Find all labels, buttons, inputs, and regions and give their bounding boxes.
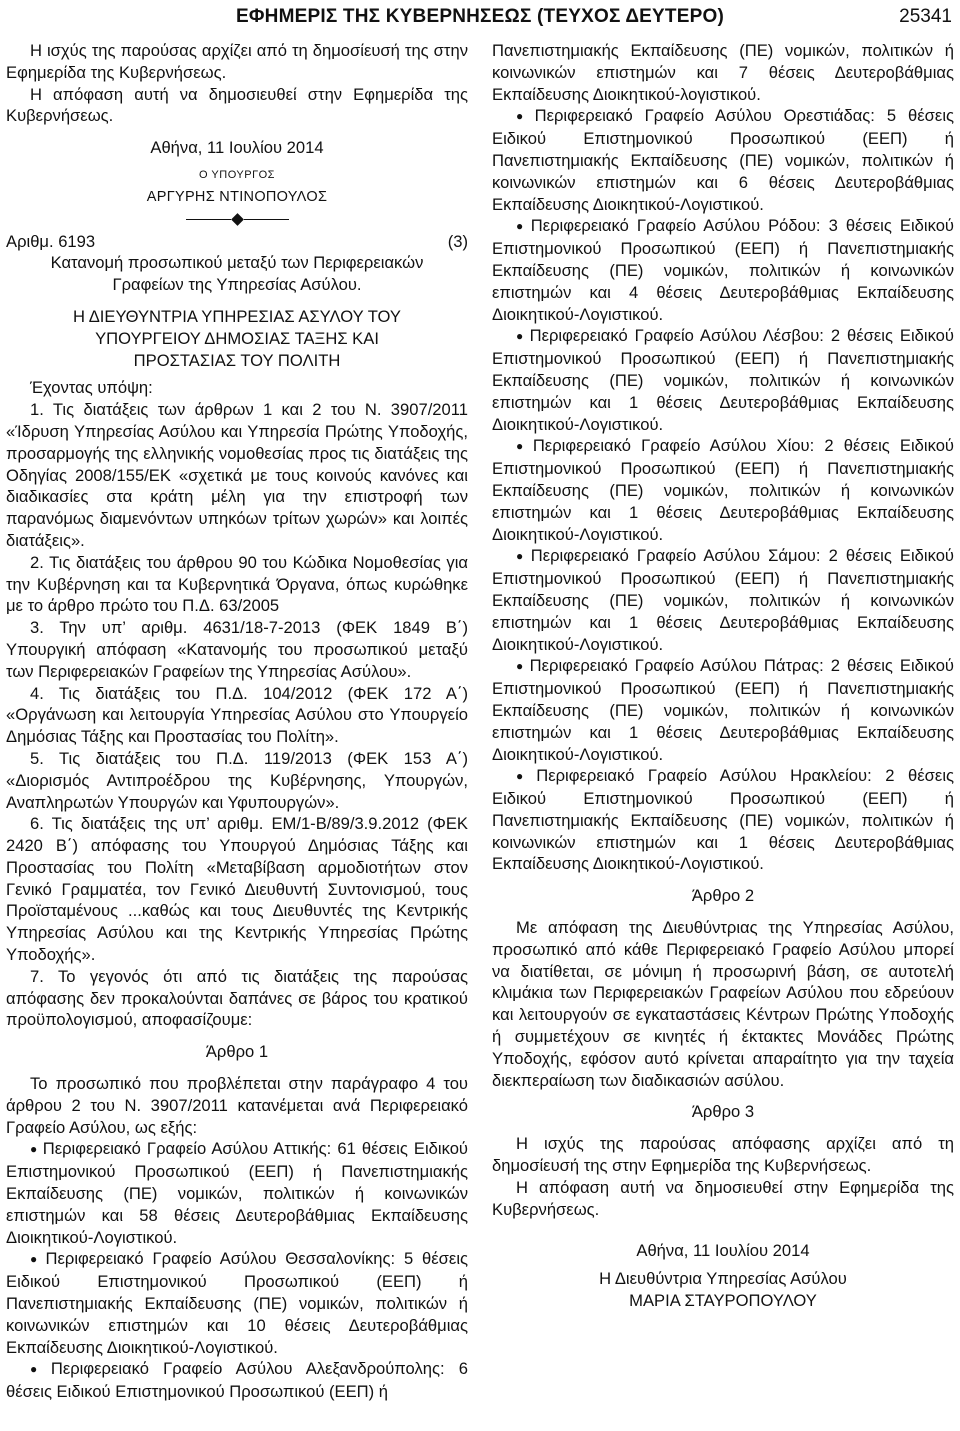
section-divider bbox=[6, 211, 468, 229]
recital-item: 1. Τις διατάξεις των άρθρων 1 και 2 του Ν. 3907/2011 «Ίδρυση Υπηρεσίας Ασύλου και Υπηρεσία Πρώτης Υποδοχής, προσαρμογής της ελληνικής νομοθεσίας προς τις διατάξεις της Οδηγίας 2008/155/ΕΚ «σχετικά με τους κοινούς κανόνες και διαδικασίες στα κράτη μέλη για την επιστροφή των παρανόμως διαμενόντων υπηκόων τρίτων χωρών» και λοιπές διατάξεις». bbox=[6, 400, 468, 550]
article-paragraph: Η απόφαση αυτή να δημοσιευθεί στην Εφημερίδα της Κυβερνήσεως. bbox=[492, 1177, 954, 1219]
issuer-heading: ΥΠΟΥΡΓΕΙΟΥ ΔΗΜΟΣΙΑΣ ΤΑΞΗΣ ΚΑΙ bbox=[95, 328, 379, 348]
article-paragraph: Η ισχύς της παρούσας απόφασης αρχίζει από τη δημοσίευσή της στην Εφημερίδα της Κυβερνήσεως. bbox=[492, 1134, 954, 1176]
recital-item: 5. Τις διατάξεις του Π.Δ. 119/2013 (ΦΕΚ 153 Α΄) «Διορισμός Αντιπροέδρου της Κυβέρνησης, Υπουργών, Αναπληρωτών Υπουργών και Υφυπουργών». bbox=[6, 748, 468, 812]
page-header bbox=[0, 0, 960, 34]
office-allocation: ● Περιφερειακό Γραφείο Ασύλου Θεσσαλονίκης: 5 θέσεις Ειδικού Επιστημονικού Προσωπικού (ΕΕΠ) ή Πανεπιστημιακής Εκπαίδευσης (ΠΕ) νομικών, πολιτικών ή κοινωνικών επιστημών και 10 θέσεις Δευτεροβάθμιας Εκπαίδευσης Διοικητικού-Λογιστικού. bbox=[6, 1248, 468, 1358]
intro-paragraph: Η απόφαση αυτή να δημοσιευθεί στην Εφημερίδα της Κυβερνήσεως. bbox=[6, 84, 468, 126]
signatory-title: Η Διευθύντρια Υπηρεσίας Ασύλου bbox=[599, 1269, 847, 1289]
signatory-name: ΜΑΡΙΑ ΣΤΑΥΡΟΠΟΥΛΟΥ bbox=[629, 1291, 817, 1311]
right-column bbox=[492, 40, 954, 1312]
article-title: Άρθρο 2 bbox=[691, 886, 755, 906]
article-paragraph: Με απόφαση της Διευθύντριας της Υπηρεσίας Ασύλου, προσωπικό από κάθε Περιφερειακό Γραφείο Ασύλου μπορεί να διατίθεται, σε μόνιμη ή προσωρινή βάση, σε αυτοτελή κλιμάκια των Περιφερειακών Γραφείων Ασύλου που εδρεύουν και λειτουργούν σε εγκαταστάσεις Κέντρων Πρώτης Υποδοχής ή συμμετέχουν σε κινητές ή έκτακτες Μονάδες Πρώτης Υποδοχής, εφόσον αυτό κρίνεται απαραίτητο για την ταχεία διεκπεραίωση των διαδικασιών ασύλου. bbox=[492, 918, 954, 1090]
office-allocation: ● Περιφερειακό Γραφείο Ασύλου Αττικής: 61 θέσεις Ειδικού Επιστημονικού Προσωπικού (ΕΕΠ) ή Πανεπιστημιακής Εκπαίδευσης (ΠΕ) νομικών, πολιτικών ή κοινωνικών επιστημών και 58 θέσεις Δευτεροβάθμιας Εκπαίδευσης Διοικητικού-Λογιστικού. bbox=[6, 1138, 468, 1248]
having-regard: Έχοντας υπόψη: bbox=[30, 378, 153, 398]
left-column bbox=[6, 40, 468, 1403]
decision-number-row bbox=[6, 231, 468, 253]
recital-item: 4. Τις διατάξεις του Π.Δ. 104/2012 (ΦΕΚ 172 Α΄) «Οργάνωση και λειτουργία Υπηρεσίας Ασύλου στο Υπουργείο Δημόσιας Τάξης και Προστασίας του Πολίτη». bbox=[6, 683, 468, 747]
office-allocation: ● Περιφερειακό Γραφείο Ασύλου Πάτρας: 2 θέσεις Ειδικού Επιστημονικού Προσωπικού (ΕΕΠ) ή Πανεπιστημιακής Εκπαίδευσης (ΠΕ) νομικών, πολιτικών ή κοινωνικών επιστημών και 1 θέσεις Δευτεροβάθμιας Εκπαίδευσης Διοικητικού-Λογιστικού. bbox=[492, 655, 954, 765]
issuer-heading: Η ΔΙΕΥΘΥΝΤΡΙΑ ΥΠΗΡΕΣΙΑΣ ΑΣΥΛΟΥ ΤΟΥ bbox=[73, 306, 401, 326]
intro-paragraph: Η ισχύς της παρούσας αρχίζει από τη δημοσίευσή της στην Εφημερίδα της Κυβερνήσεως. bbox=[6, 41, 468, 82]
recital-item: 3. Την υπ’ αριθμ. 4631/18-7-2013 (ΦΕΚ 1849 Β΄) Υπουργική απόφαση «Κατανομής του προσωπικού μεταξύ των Περιφερειακών Γραφείων της Υπηρεσίας Ασύλου». bbox=[6, 618, 468, 681]
office-allocation: ● Περιφερειακό Γραφείο Ασύλου Σάμου: 2 θέσεις Ειδικού Επιστημονικού Προσωπικού (ΕΕΠ) ή Πανεπιστημιακής Εκπαίδευσης (ΠΕ) νομικών, πολιτικών ή κοινωνικών επιστημών και 1 θέσεις Δευτεροβάθμιας Εκπαίδευσης Διοικητικού-Λογιστικού. bbox=[492, 545, 954, 655]
page-number: 25341 bbox=[899, 6, 952, 27]
place-date: Αθήνα, 11 Ιουλίου 2014 bbox=[150, 138, 324, 158]
recital-item: 2. Τις διατάξεις του άρθρου 90 του Κώδικα Νομοθεσίας για την Κυβέρνηση και τα Κυβερνητικά Όργανα, όπως κυρώθηκε με το άρθρο πρώτο του Π.Δ. 63/2005 bbox=[6, 552, 468, 616]
office-allocation: ● Περιφερειακό Γραφείο Ασύλου Λέσβου: 2 θέσεις Ειδικού Επιστημονικού Προσωπικού (ΕΕΠ) ή Πανεπιστημιακής Εκπαίδευσης (ΠΕ) νομικών, πολιτικών ή κοινωνικών επιστημών και 1 θέσεις Δευτεροβάθμιας Εκπαίδευσης Διοικητικού-Λογιστικού. bbox=[492, 325, 954, 435]
office-allocation-continued: Πανεπιστημιακής Εκπαίδευσης (ΠΕ) νομικών, πολιτικών ή κοινωνικών επιστημών και 7 θέσεις Δευτεροβάθμιας Εκπαίδευσης Διοικητικού-λογιστικού. bbox=[492, 41, 954, 104]
issuer-heading: ΠΡΟΣΤΑΣΙΑΣ ΤΟΥ ΠΟΛΙΤΗ bbox=[133, 350, 341, 370]
diamond-icon bbox=[231, 213, 244, 226]
article-title: Άρθρο 3 bbox=[691, 1102, 755, 1122]
recital-item: 7. Το γεγονός ότι από τις διατάξεις της παρούσας απόφασης δεν προκαλούνται δαπάνες σε βάρος του κρατικού προϋπολογισμού, αποφασίζουμε: bbox=[6, 966, 468, 1030]
article-title: Άρθρο 1 bbox=[205, 1042, 269, 1062]
minister-name: ΑΡΓΥΡΗΣ ΝΤΙΝΟΠΟΥΛΟΣ bbox=[146, 188, 328, 205]
office-allocation: ● Περιφερειακό Γραφείο Ασύλου Ορεστιάδας: 5 θέσεις Ειδικού Επιστημονικού Προσωπικού (ΕΕΠ) ή Πανεπιστημιακής Εκπαίδευσης (ΠΕ) νομικών, πολιτικών ή κοινωνικών επιστημών και 6 θέσεις Δευτεροβάθμιας Εκπαίδευσης Διοικητικού-Λογιστικού. bbox=[492, 105, 954, 215]
recital-item: 6. Τις διατάξεις της υπ’ αριθμ. ΕΜ/1-Β/89/3.9.2012 (ΦΕΚ 2420 Β΄) απόφασης του Υπουργού Δημόσιας Τάξης και Προστασίας του Πολίτη «Μεταβίβαση αρμοδιοτήτων στον Γενικό Γραμματέα, τον Γενικό Διευθυντή Συντονισμού, τους Προϊσταμένους ...καθώς και τους Διευθυντές της Κεντρικής Υπηρεσίας Ασύλου και της Κεντρικής Υπηρεσίας Πρώτης Υποδοχής». bbox=[6, 814, 468, 965]
office-allocation: ● Περιφερειακό Γραφείο Ασύλου Ρόδου: 3 θέσεις Ειδικού Επιστημονικού Προσωπικού (ΕΕΠ) ή Πανεπιστημιακής Εκπαίδευσης (ΠΕ) νομικών, πολιτικών ή κοινωνικών επιστημών και 4 θέσεις Δευτεροβάθμιας Εκπαίδευσης Διοικητικού-Λογιστικού. bbox=[492, 215, 954, 325]
decision-number: Αριθμ. 6193 bbox=[6, 231, 96, 251]
decision-subject: Κατανομή προσωπικού μεταξύ των Περιφερειακών Γραφείων της Υπηρεσίας Ασύλου. bbox=[50, 253, 424, 295]
decision-mark: (3) bbox=[447, 231, 468, 251]
article-paragraph: Το προσωπικό που προβλέπεται στην παράγραφο 4 του άρθρου 2 του Ν. 3907/2011 κατανέμεται ανά Περιφερειακό Γραφείο Ασύλου, ως εξής: bbox=[6, 1074, 468, 1137]
place-date: Αθήνα, 11 Ιουλίου 2014 bbox=[636, 1241, 810, 1261]
gazette-title: ΕΦΗΜΕΡΙΣ ΤΗΣ ΚΥΒΕΡΝΗΣΕΩΣ (ΤΕΥΧΟΣ ΔΕΥΤΕΡΟ) bbox=[236, 6, 724, 27]
minister-title: Ο ΥΠΟΥΡΓΟΣ bbox=[199, 168, 275, 181]
office-allocation: ● Περιφερειακό Γραφείο Ασύλου Ηρακλείου: 2 θέσεις Ειδικού Επιστημονικού Προσωπικού (ΕΕΠ) ή Πανεπιστημιακής Εκπαίδευσης (ΠΕ) νομικών, πολιτικών ή κοινωνικών επιστημών και 1 θέσεις Δευτεροβάθμιας Εκπαίδευσης Διοικητικού-Λογιστικού. bbox=[492, 765, 954, 875]
office-allocation: ● Περιφερειακό Γραφείο Ασύλου Αλεξανδρούπολης: 6 θέσεις Ειδικού Επιστημονικού Προσωπικού (ΕΕΠ) ή bbox=[6, 1358, 468, 1403]
office-allocation: ● Περιφερειακό Γραφείο Ασύλου Χίου: 2 θέσεις Ειδικού Επιστημονικού Προσωπικού (ΕΕΠ) ή Πανεπιστημιακής Εκπαίδευσης (ΠΕ) νομικών, πολιτικών ή κοινωνικών επιστημών και 1 θέσεις Δευτεροβάθμιας Εκπαίδευσης Διοικητικού-Λογιστικού. bbox=[492, 435, 954, 545]
